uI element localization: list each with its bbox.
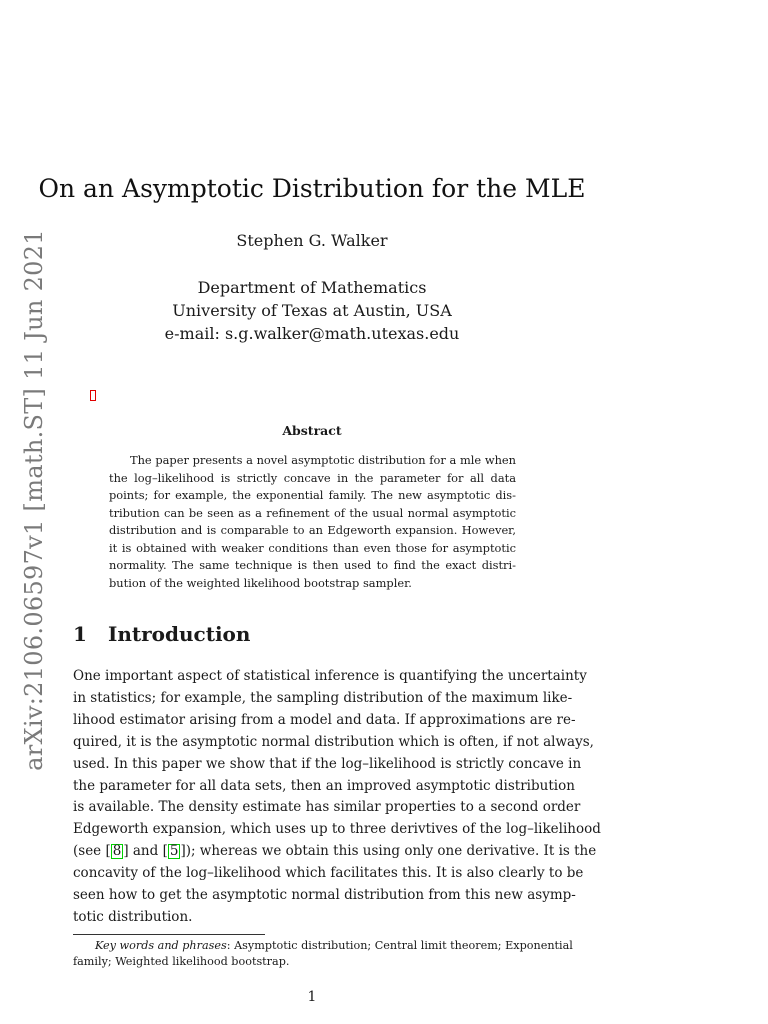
intro-line: totic distribution.	[73, 908, 193, 925]
abstract-heading: Abstract	[282, 423, 342, 438]
abstract-line: distribution and is comparable to an Edgeworth expansion. However,	[109, 523, 516, 537]
affiliation-university: University of Texas at Austin, USA	[172, 301, 452, 320]
intro-text-segment: (see [	[73, 843, 111, 860]
author-name: Stephen G. Walker	[236, 231, 388, 250]
abstract-line: tribution can be seen as a refinement of the usual normal asymptotic	[109, 505, 516, 520]
intro-line: concavity of the log–likelihood which facilitates this. It is also clearly to be	[73, 865, 584, 882]
footnote-line	[73, 938, 573, 954]
paper-title: On an Asymptotic Distribution for the MLE	[38, 174, 586, 203]
citation-link[interactable]: 5	[169, 843, 179, 860]
footnote-rule	[73, 934, 265, 935]
affiliation-department: Department of Mathematics	[197, 278, 427, 297]
link-marker-box[interactable]	[90, 390, 96, 401]
intro-line: is available. The density estimate has similar properties to a second order	[73, 799, 581, 816]
abstract-line: points; for example, the exponential family. The new asymptotic dis-	[109, 488, 516, 502]
intro-line: seen how to get the asymptotic normal distribution from this new asymp-	[73, 887, 576, 904]
section-number: 1	[73, 622, 87, 646]
affiliation-block	[0, 276, 624, 345]
arxiv-stamp: arXiv:2106.06597v1 [math.ST] 11 Jun 2021	[20, 229, 48, 771]
section-heading	[73, 622, 250, 646]
intro-line: Edgeworth expansion, which uses up to three derivtives of the log–likelihood	[73, 821, 601, 838]
intro-line: lihood estimator arising from a model and data. If approximations are re-	[73, 711, 576, 728]
abstract-line: the log–likelihood is strictly concave in the parameter for all data	[109, 470, 516, 485]
intro-text-segment: ]); whereas we obtain this using only one derivative. It is the	[180, 843, 597, 860]
page-number: 1	[307, 989, 317, 1005]
intro-line: quired, it is the asymptotic normal distribution which is often, if not always,	[73, 733, 594, 750]
intro-line: the parameter for all data sets, then an improved asymptotic distribution	[73, 777, 575, 794]
footnote	[73, 938, 573, 970]
footnote-label: Key words and phrases	[95, 939, 227, 952]
abstract-line: bution of the weighted likelihood bootstrap sampler.	[109, 575, 412, 590]
intro-line: used. In this paper we show that if the log–likelihood is strictly concave in	[73, 755, 582, 772]
abstract-line: The paper presents a novel asymptotic distribution for a mle when	[130, 453, 516, 467]
section-title: Introduction	[108, 622, 251, 646]
citation-link[interactable]: 8	[112, 843, 122, 860]
intro-text-segment: ] and [	[123, 843, 168, 860]
abstract-body	[109, 452, 516, 592]
intro-line: in statistics; for example, the sampling distribution of the maximum like-	[73, 689, 573, 706]
intro-line: One important aspect of statistical inference is quantifying the uncertainty	[73, 668, 587, 684]
introduction-body	[73, 666, 601, 929]
footnote-text: : Asymptotic distribution; Central limit theorem; Exponential	[226, 939, 573, 952]
intro-line-with-citations	[73, 841, 597, 863]
abstract-line: it is obtained with weaker conditions than even those for asymptotic	[109, 540, 516, 555]
abstract-line: normality. The same technique is then used to find the exact distri-	[109, 558, 516, 572]
affiliation-email: e-mail: s.g.walker@math.utexas.edu	[164, 324, 460, 343]
footnote-line: family; Weighted likelihood bootstrap.	[73, 955, 290, 968]
